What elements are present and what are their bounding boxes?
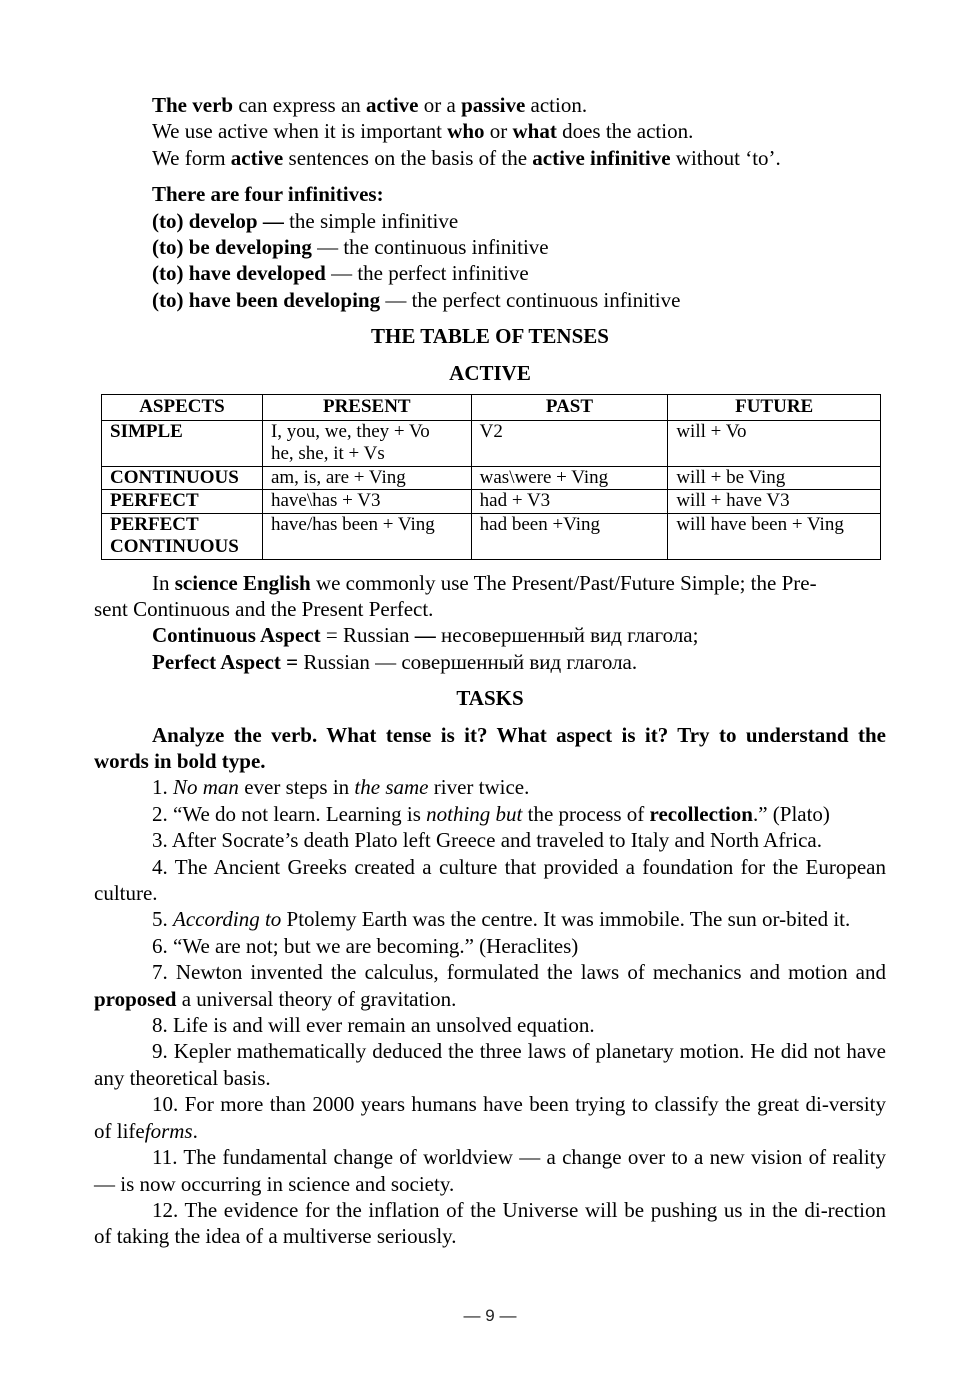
present-cell: am, is, are + Ving bbox=[262, 466, 471, 490]
past-cell: was\were + Ving bbox=[471, 466, 668, 490]
past-cell: had been +Ving bbox=[471, 513, 668, 559]
aspect-cell: PERFECT bbox=[102, 490, 263, 514]
infinitive-continuous: (to) be developing — the continuous infinitive bbox=[152, 235, 549, 260]
task-sentence-4: 4. The Ancient Greeks created a culture that provided a foundation for the European culture. bbox=[94, 854, 886, 906]
header-past: PAST bbox=[471, 395, 668, 421]
future-cell: will + have V3 bbox=[668, 490, 881, 514]
note-science-english-1: In science English we commonly use The Present/Past/Future Simple; the Pre- bbox=[152, 570, 817, 595]
aspect-cell: CONTINUOUS bbox=[102, 466, 263, 490]
header-aspects: ASPECTS bbox=[102, 395, 263, 421]
intro-line-2: We use active when it is important who or what does the action. bbox=[152, 119, 694, 144]
task-sentence-11: 11. The fundamental change of worldview — a change over to a new vision of reality — is now occurring in science and society. bbox=[94, 1145, 886, 1196]
present-cell: have/has been + Ving bbox=[262, 513, 471, 559]
future-cell: will have been + Ving bbox=[668, 513, 881, 559]
table-row bbox=[102, 466, 881, 490]
header-future: FUTURE bbox=[668, 395, 881, 421]
future-cell: will + Vo bbox=[668, 420, 881, 466]
table-row bbox=[102, 420, 881, 466]
tenses-table bbox=[101, 394, 881, 560]
task-sentence-10: 10. For more than 2000 years humans have been trying to classify the great di-versity of lifeforms. bbox=[94, 1092, 886, 1143]
table-row bbox=[102, 513, 881, 559]
note-continuous-aspect: Continuous Aspect = Russian — несовершенный вид глагола; bbox=[152, 623, 699, 648]
task-sentence-3: 3. After Socrate’s death Plato left Greece and traveled to Italy and North Africa. bbox=[152, 828, 822, 853]
tasks-instruction: Analyze the verb. What tense is it? What aspect is it? Try to understand the words in bold type. bbox=[94, 722, 886, 773]
table-title: THE TABLE OF TENSES bbox=[371, 324, 609, 349]
infinitive-perfect: (to) have developed — the perfect infinitive bbox=[152, 261, 529, 286]
page-number: — 9 — bbox=[463, 1306, 517, 1325]
future-cell: will + be Ving bbox=[668, 466, 881, 490]
page-content bbox=[94, 92, 886, 1250]
note-science-english-2: sent Continuous and the Present Perfect. bbox=[94, 596, 434, 621]
intro-line-3: We form active sentences on the basis of the active infinitive without ‘to’. bbox=[152, 145, 781, 170]
tasks-title: TASKS bbox=[456, 686, 524, 711]
past-cell: V2 bbox=[471, 420, 668, 466]
task-sentence-9: 9. Kepler mathematically deduced the three laws of planetary motion. He did not have any theoretical basis. bbox=[94, 1039, 886, 1090]
table-row bbox=[102, 490, 881, 514]
task-sentence-1: 1. No man ever steps in the same river twice. bbox=[152, 775, 530, 800]
task-sentence-12: 12. The evidence for the inflation of the Universe will be pushing us in the di-rection of taking the idea of a multiverse seriously. bbox=[94, 1197, 886, 1249]
present-cell: have\has + V3 bbox=[262, 490, 471, 514]
aspect-cell: SIMPLE bbox=[102, 420, 263, 466]
infinitive-simple: (to) develop — the simple infinitive bbox=[152, 208, 459, 233]
task-sentence-5: 5. According to Ptolemy Earth was the centre. It was immobile. The sun or-bited it. bbox=[152, 907, 851, 932]
past-cell: had + V3 bbox=[471, 490, 668, 514]
aspect-cell: PERFECT CONTINUOUS bbox=[102, 513, 263, 559]
task-sentence-2: 2. “We do not learn. Learning is nothing but the process of recollection.” (Plato) bbox=[152, 801, 830, 826]
task-sentence-6: 6. “We are not; but we are becoming.” (Heraclites) bbox=[152, 933, 579, 958]
note-perfect-aspect: Perfect Aspect = Russian — совершенный вид глагола. bbox=[152, 649, 638, 674]
intro-line-1: The verb can express an active or a passive action. bbox=[152, 93, 588, 117]
task-sentence-8: 8. Life is and will ever remain an unsolved equation. bbox=[152, 1013, 595, 1038]
task-sentence-7: 7. Newton invented the calculus, formulated the laws of mechanics and motion and proposed a universal theory of gravitation. bbox=[94, 960, 886, 1011]
header-present: PRESENT bbox=[262, 395, 471, 421]
present-cell: I, you, we, they + Vo he, she, it + Vs bbox=[262, 420, 471, 466]
table-header-row bbox=[102, 395, 881, 421]
infinitive-perfect-continuous: (to) have been developing — the perfect continuous infinitive bbox=[152, 287, 681, 312]
infinitives-heading: There are four infinitives: bbox=[152, 182, 384, 207]
table-subtitle: ACTIVE bbox=[449, 360, 531, 385]
